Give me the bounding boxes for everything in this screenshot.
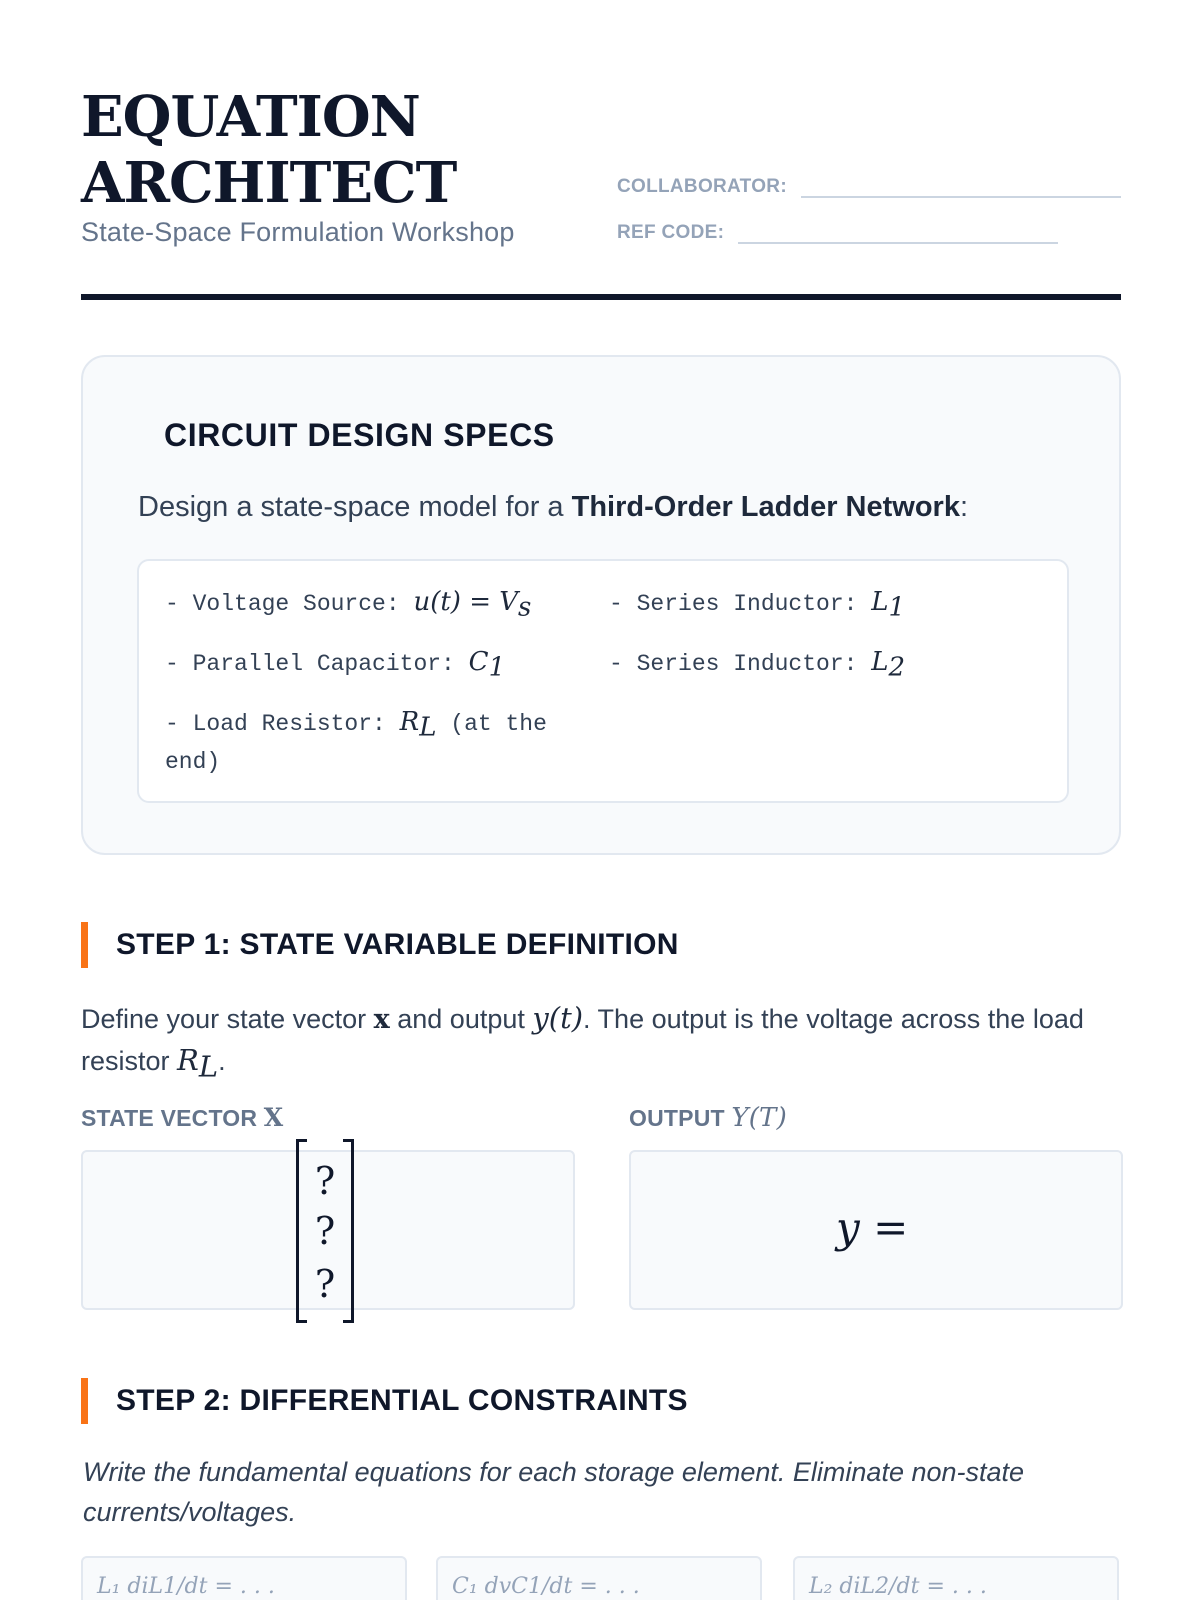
equation-placeholder: L₁ diL1/dt = . . . (97, 1574, 275, 1599)
specs-intro-text: Design a state-space model for a (138, 491, 572, 523)
step-accent-bar (81, 922, 88, 968)
output-equation: y = (836, 1203, 909, 1252)
specs-intro-network: Third-Order Ladder Network (571, 491, 960, 523)
output-label-math: Y(T) (731, 1103, 787, 1133)
specs-list (137, 559, 1069, 803)
header-divider (81, 294, 1121, 300)
desc-text: Define your state vector (81, 1004, 374, 1034)
equation-placeholder: C₁ dvC1/dt = . . . (452, 1574, 640, 1599)
header (81, 0, 1121, 300)
spec-parallel-capacitor (165, 645, 565, 685)
spec-label: - Voltage Source: (165, 591, 414, 617)
matrix-cell: ? (314, 1159, 336, 1203)
output-label (629, 1103, 787, 1133)
desc-text: and output (389, 1004, 533, 1034)
output-label-text: OUTPUT (629, 1105, 732, 1131)
desc-text: . (218, 1046, 226, 1076)
spec-math: R (399, 707, 420, 737)
step1-description (81, 998, 1121, 1086)
spec-tail: (at the end) (165, 711, 547, 775)
page-title: EQUATION ARCHITECT (81, 84, 457, 216)
spec-label: - Parallel Capacitor: (165, 651, 469, 677)
state-label-math: X (263, 1103, 284, 1132)
spec-series-inductor-2 (609, 645, 1009, 685)
state-vector-label (81, 1103, 283, 1132)
state-vector-matrix (296, 1140, 354, 1322)
step1-title: STEP 1: STATE VARIABLE DEFINITION (116, 928, 679, 961)
spec-math-sub: L (419, 712, 437, 743)
spec-math-sub: 1 (888, 592, 906, 623)
spec-label: - Series Inductor: (609, 591, 872, 617)
step2-heading (81, 1378, 688, 1424)
step1-heading (81, 922, 679, 968)
desc-resistor-sub: L (198, 1049, 219, 1084)
matrix-cell: ? (314, 1209, 336, 1253)
spec-math-sub: 2 (888, 652, 906, 683)
collaborator-field[interactable] (801, 176, 1121, 198)
spec-series-inductor-1 (609, 585, 1009, 625)
ref-code-field[interactable] (738, 222, 1058, 244)
specs-intro (138, 491, 968, 524)
spec-math-sub: 1 (488, 652, 506, 683)
equation-card-l2[interactable] (793, 1556, 1119, 1600)
step-accent-bar (81, 1378, 88, 1424)
worksheet-page (81, 0, 1121, 1599)
step2-description: Write the fundamental equations for each storage element. Eliminate non-state currents/voltages. (83, 1457, 1025, 1527)
specs-title: CIRCUIT DESIGN SPECS (164, 417, 555, 453)
collaborator-row (617, 176, 1121, 198)
spec-math: L (871, 587, 889, 617)
spec-math: u(t) = V (413, 587, 519, 617)
spec-math: L (871, 647, 889, 677)
equation-card-l1[interactable] (81, 1556, 407, 1600)
state-label-text: STATE VECTOR (81, 1105, 264, 1131)
desc-state-vector: x (373, 1004, 390, 1035)
spec-label: - Load Resistor: (165, 711, 400, 737)
ref-code-label: REF CODE: (617, 222, 725, 243)
spec-load-resistor (165, 705, 565, 779)
ref-code-row (617, 222, 1058, 244)
page-subtitle: State-Space Formulation Workshop (81, 217, 515, 247)
collaborator-label: COLLABORATOR: (617, 176, 787, 197)
spec-voltage-source (165, 585, 565, 625)
specs-intro-suffix: : (959, 491, 969, 523)
spec-label: - Series Inductor: (609, 651, 872, 677)
desc-resistor: R (177, 1043, 199, 1077)
spec-math: C (468, 647, 489, 677)
desc-output: y(t) (532, 1001, 584, 1035)
desc-text: . The output is the voltage across the load resistor (81, 1004, 1084, 1076)
equation-card-c1[interactable] (436, 1556, 762, 1600)
spec-math-sub: s (518, 592, 532, 623)
matrix-cell: ? (314, 1262, 336, 1306)
circuit-specs-card (81, 355, 1121, 855)
step2-title: STEP 2: DIFFERENTIAL CONSTRAINTS (116, 1384, 688, 1417)
equation-placeholder: L₂ diL2/dt = . . . (809, 1574, 987, 1599)
